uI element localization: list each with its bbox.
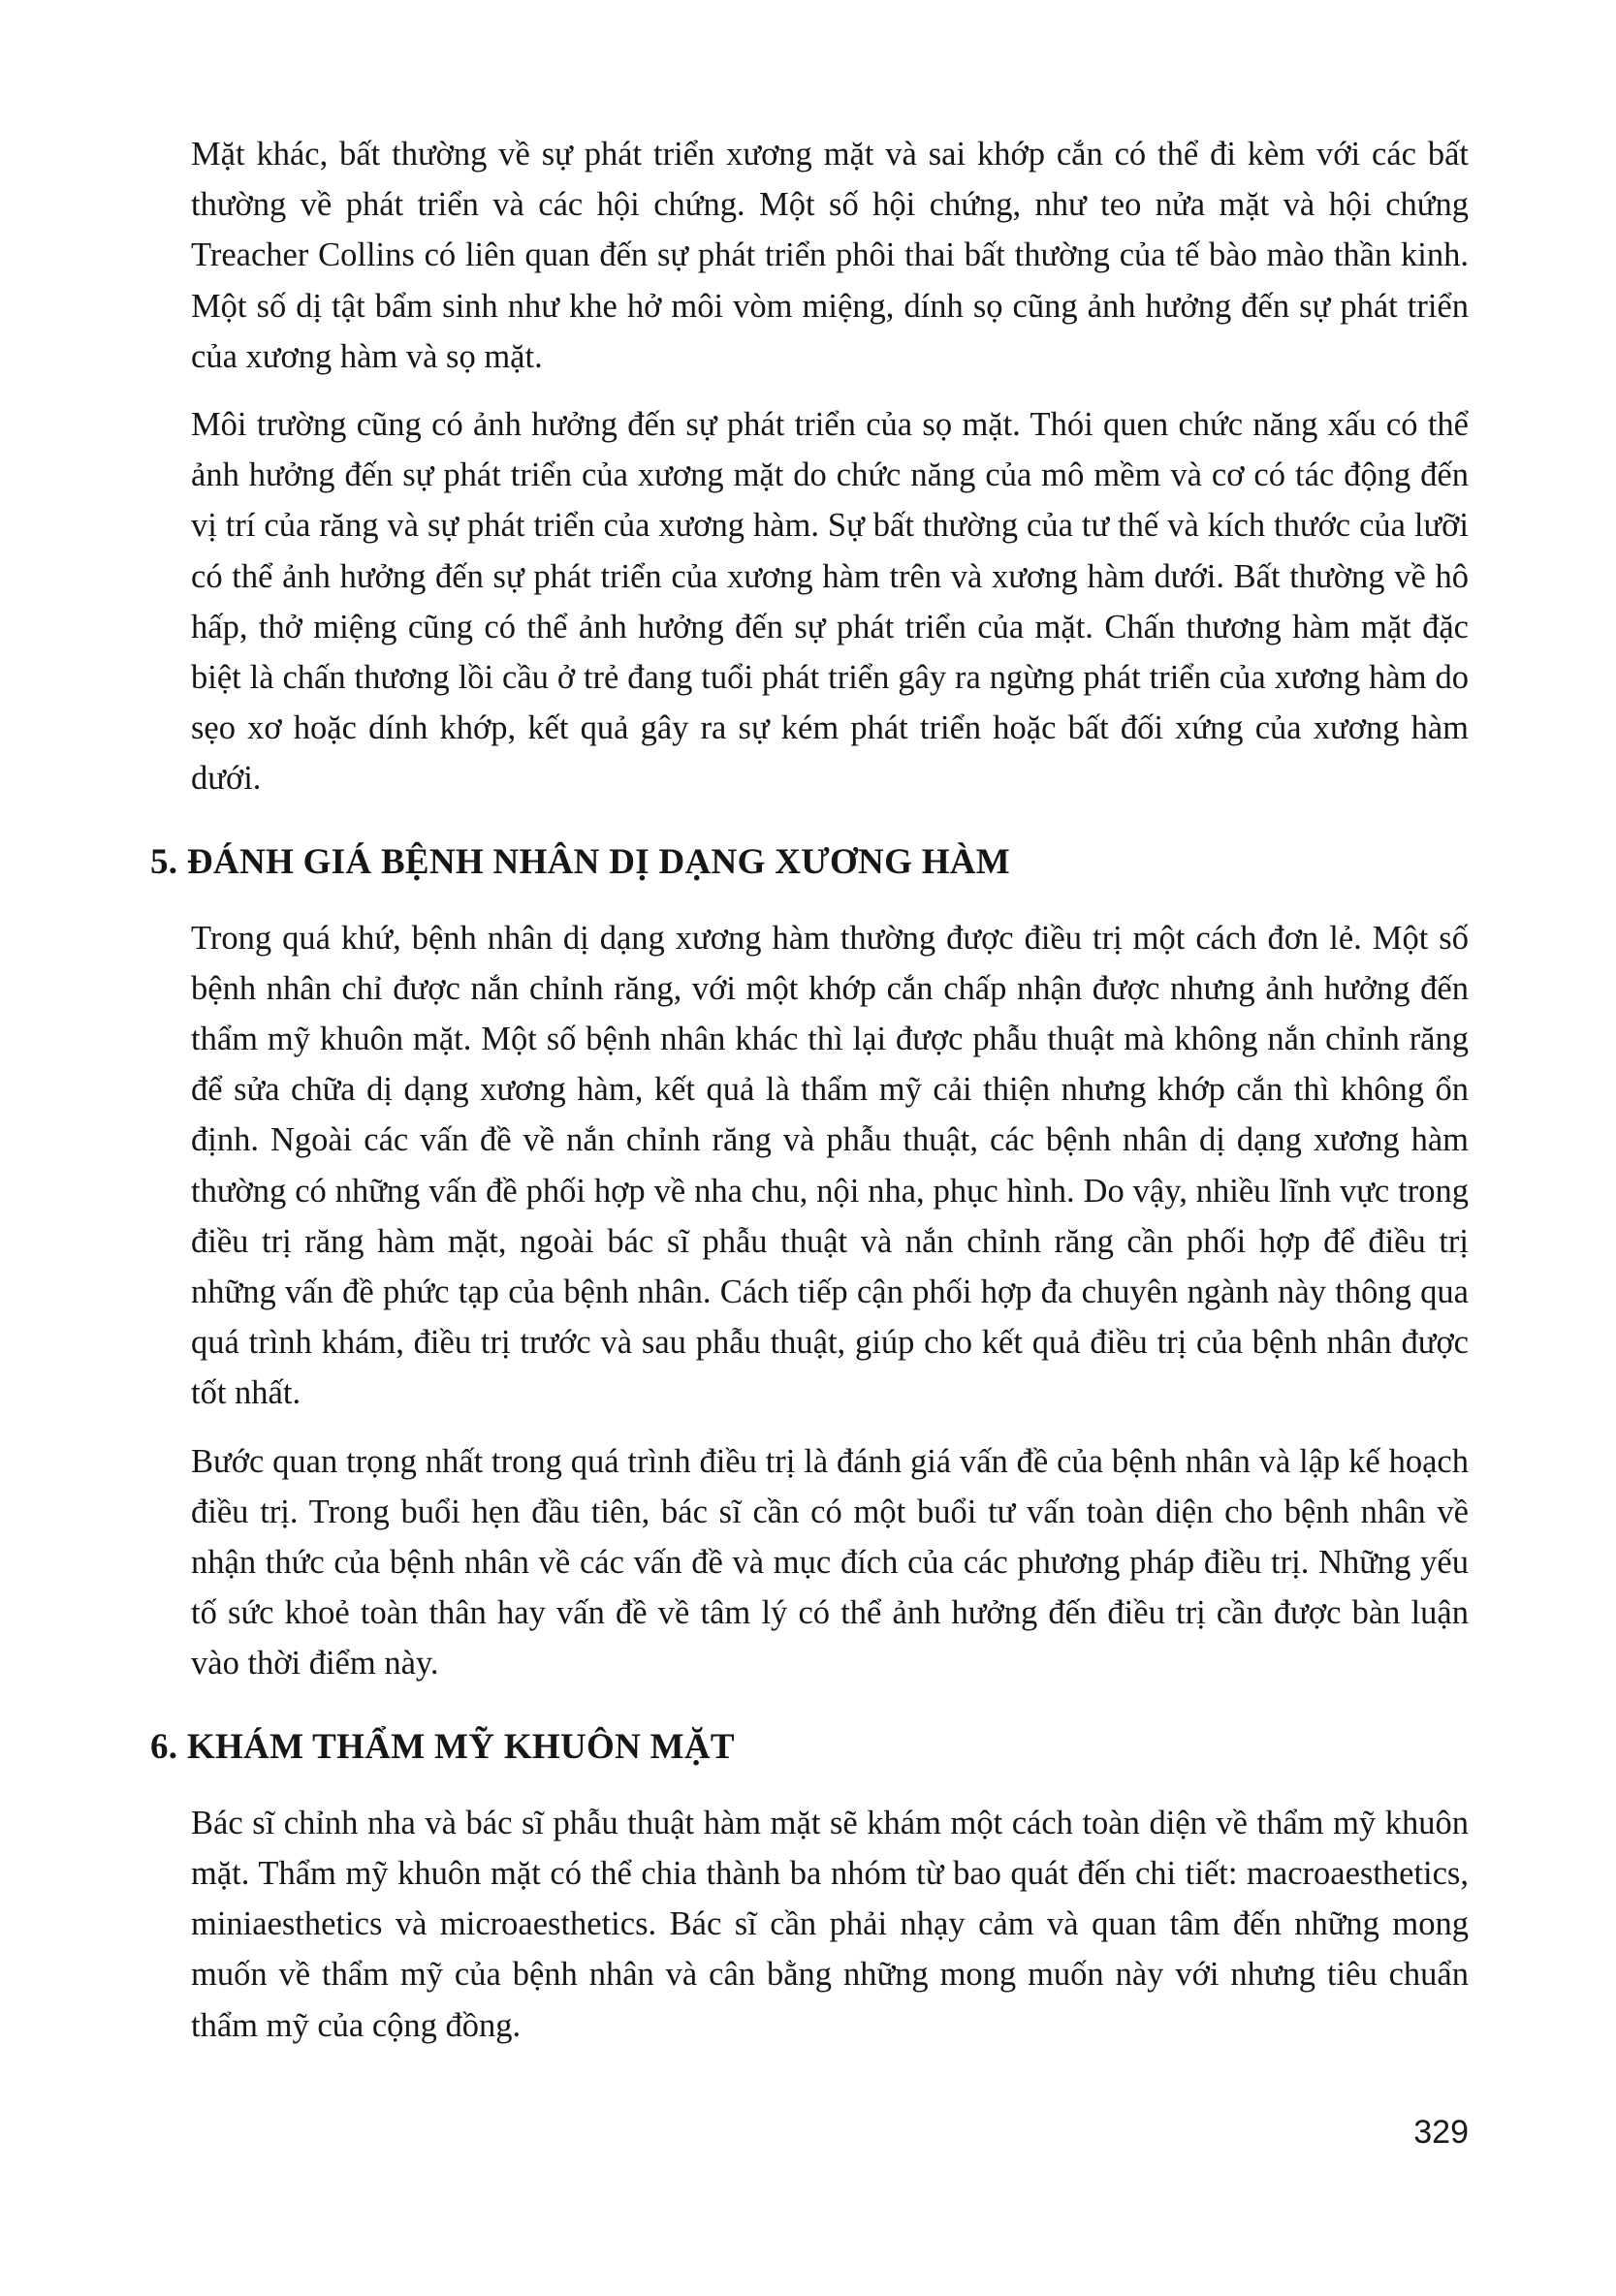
paragraph: Bước quan trọng nhất trong quá trình điều trị là đánh giá vấn đề của bệnh nhân và lập kế hoạch điều trị. Trong buổi hẹn đầu tiên, bác sĩ cần có một buổi tư vấn toàn diện cho bệnh nhân về nhận thức của bệnh nhân về các vấn đề và mục đích của các phương pháp điều trị. Những yếu tố sức khoẻ toàn thân hay vấn đề về tâm lý có thể ảnh hưởng đến điều trị cần được bàn luận vào thời điểm này.: [191, 1442, 1469, 1683]
paragraph: Môi trường cũng có ảnh hưởng đến sự phát triển của sọ mặt. Thói quen chức năng xấu có thể ảnh hưởng đến sự phát triển của xương mặt do chức năng của mô mềm và cơ có tác động đến vị trí của răng và sự phát triển của xương hàm. Sự bất thường của tư thế và kích thước của lưỡi có thể ảnh hưởng đến sự phát triển của xương hàm trên và xương hàm dưới. Bất thường về hô hấp, thở miệng cũng có thể ảnh hưởng đến sự phát triển của mặt. Chấn thương hàm mặt đặc biệt là chấn thương lồi cầu ở trẻ đang tuổi phát triển gây ra ngừng phát triển của xương hàm do sẹo xơ hoặc dính khớp, kết quả gây ra sự kém phát triển hoặc bất đối xứng của xương hàm dưới.: [191, 406, 1469, 798]
paragraph: Mặt khác, bất thường về sự phát triển xương mặt và sai khớp cắn có thể đi kèm với các bất thường về phát triển và các hội chứng. Một số hội chứng, như teo nửa mặt và hội chứng Treacher Collins có liên quan đến sự phát triển phôi thai bất thường của tế bào mào thần kinh. Một số dị tật bẩm sinh như khe hở môi vòm miệng, dính sọ cũng ảnh hưởng đến sự phát triển của xương hàm và sọ mặt.: [191, 136, 1469, 375]
paragraph: Bác sĩ chỉnh nha và bác sĩ phẫu thuật hàm mặt sẽ khám một cách toàn diện về thẩm mỹ khuôn mặt. Thẩm mỹ khuôn mặt có thể chia thành ba nhóm từ bao quát đến chi tiết: macroaesthetics, miniaesthetics và microaesthetics. Bác sĩ cần phải nhạy cảm và quan tâm đến những mong muốn về thẩm mỹ của bệnh nhân và cân bằng những mong muốn này với nhưng tiêu chuẩn thẩm mỹ của cộng đồng.: [191, 1804, 1469, 2044]
page-number: 329: [1413, 2114, 1469, 2151]
paragraph: Trong quá khứ, bệnh nhân dị dạng xương hàm thường được điều trị một cách đơn lẻ. Một số bệnh nhân chỉ được nắn chỉnh răng, với một khớp cắn chấp nhận được nhưng ảnh hưởng đến thẩm mỹ khuôn mặt. Một số bệnh nhân khác thì lại được phẫu thuật mà không nắn chỉnh răng để sửa chữa dị dạng xương hàm, kết quả là thẩm mỹ cải thiện nhưng khớp cắn thì không ổn định. Ngoài các vấn đề về nắn chỉnh răng và phẫu thuật, các bệnh nhân dị dạng xương hàm thường có những vấn đề phối hợp về nha chu, nội nha, phục hình. Do vậy, nhiều lĩnh vực trong điều trị răng hàm mặt, ngoài bác sĩ phẫu thuật và nắn chỉnh răng cần phối hợp để điều trị những vấn đề phức tạp của bệnh nhân. Cách tiếp cận phối hợp đa chuyên ngành này thông qua quá trình khám, điều trị trước và sau phẫu thuật, giúp cho kết quả điều trị của bệnh nhân được tốt nhất.: [191, 919, 1469, 1412]
section-heading-5: 5. ĐÁNH GIÁ BỆNH NHÂN DỊ DẠNG XƯƠNG HÀM: [150, 841, 1011, 882]
section-heading-6: 6. KHÁM THẨM MỸ KHUÔN MẶT: [150, 1726, 735, 1767]
page-body: [150, 129, 1469, 2068]
